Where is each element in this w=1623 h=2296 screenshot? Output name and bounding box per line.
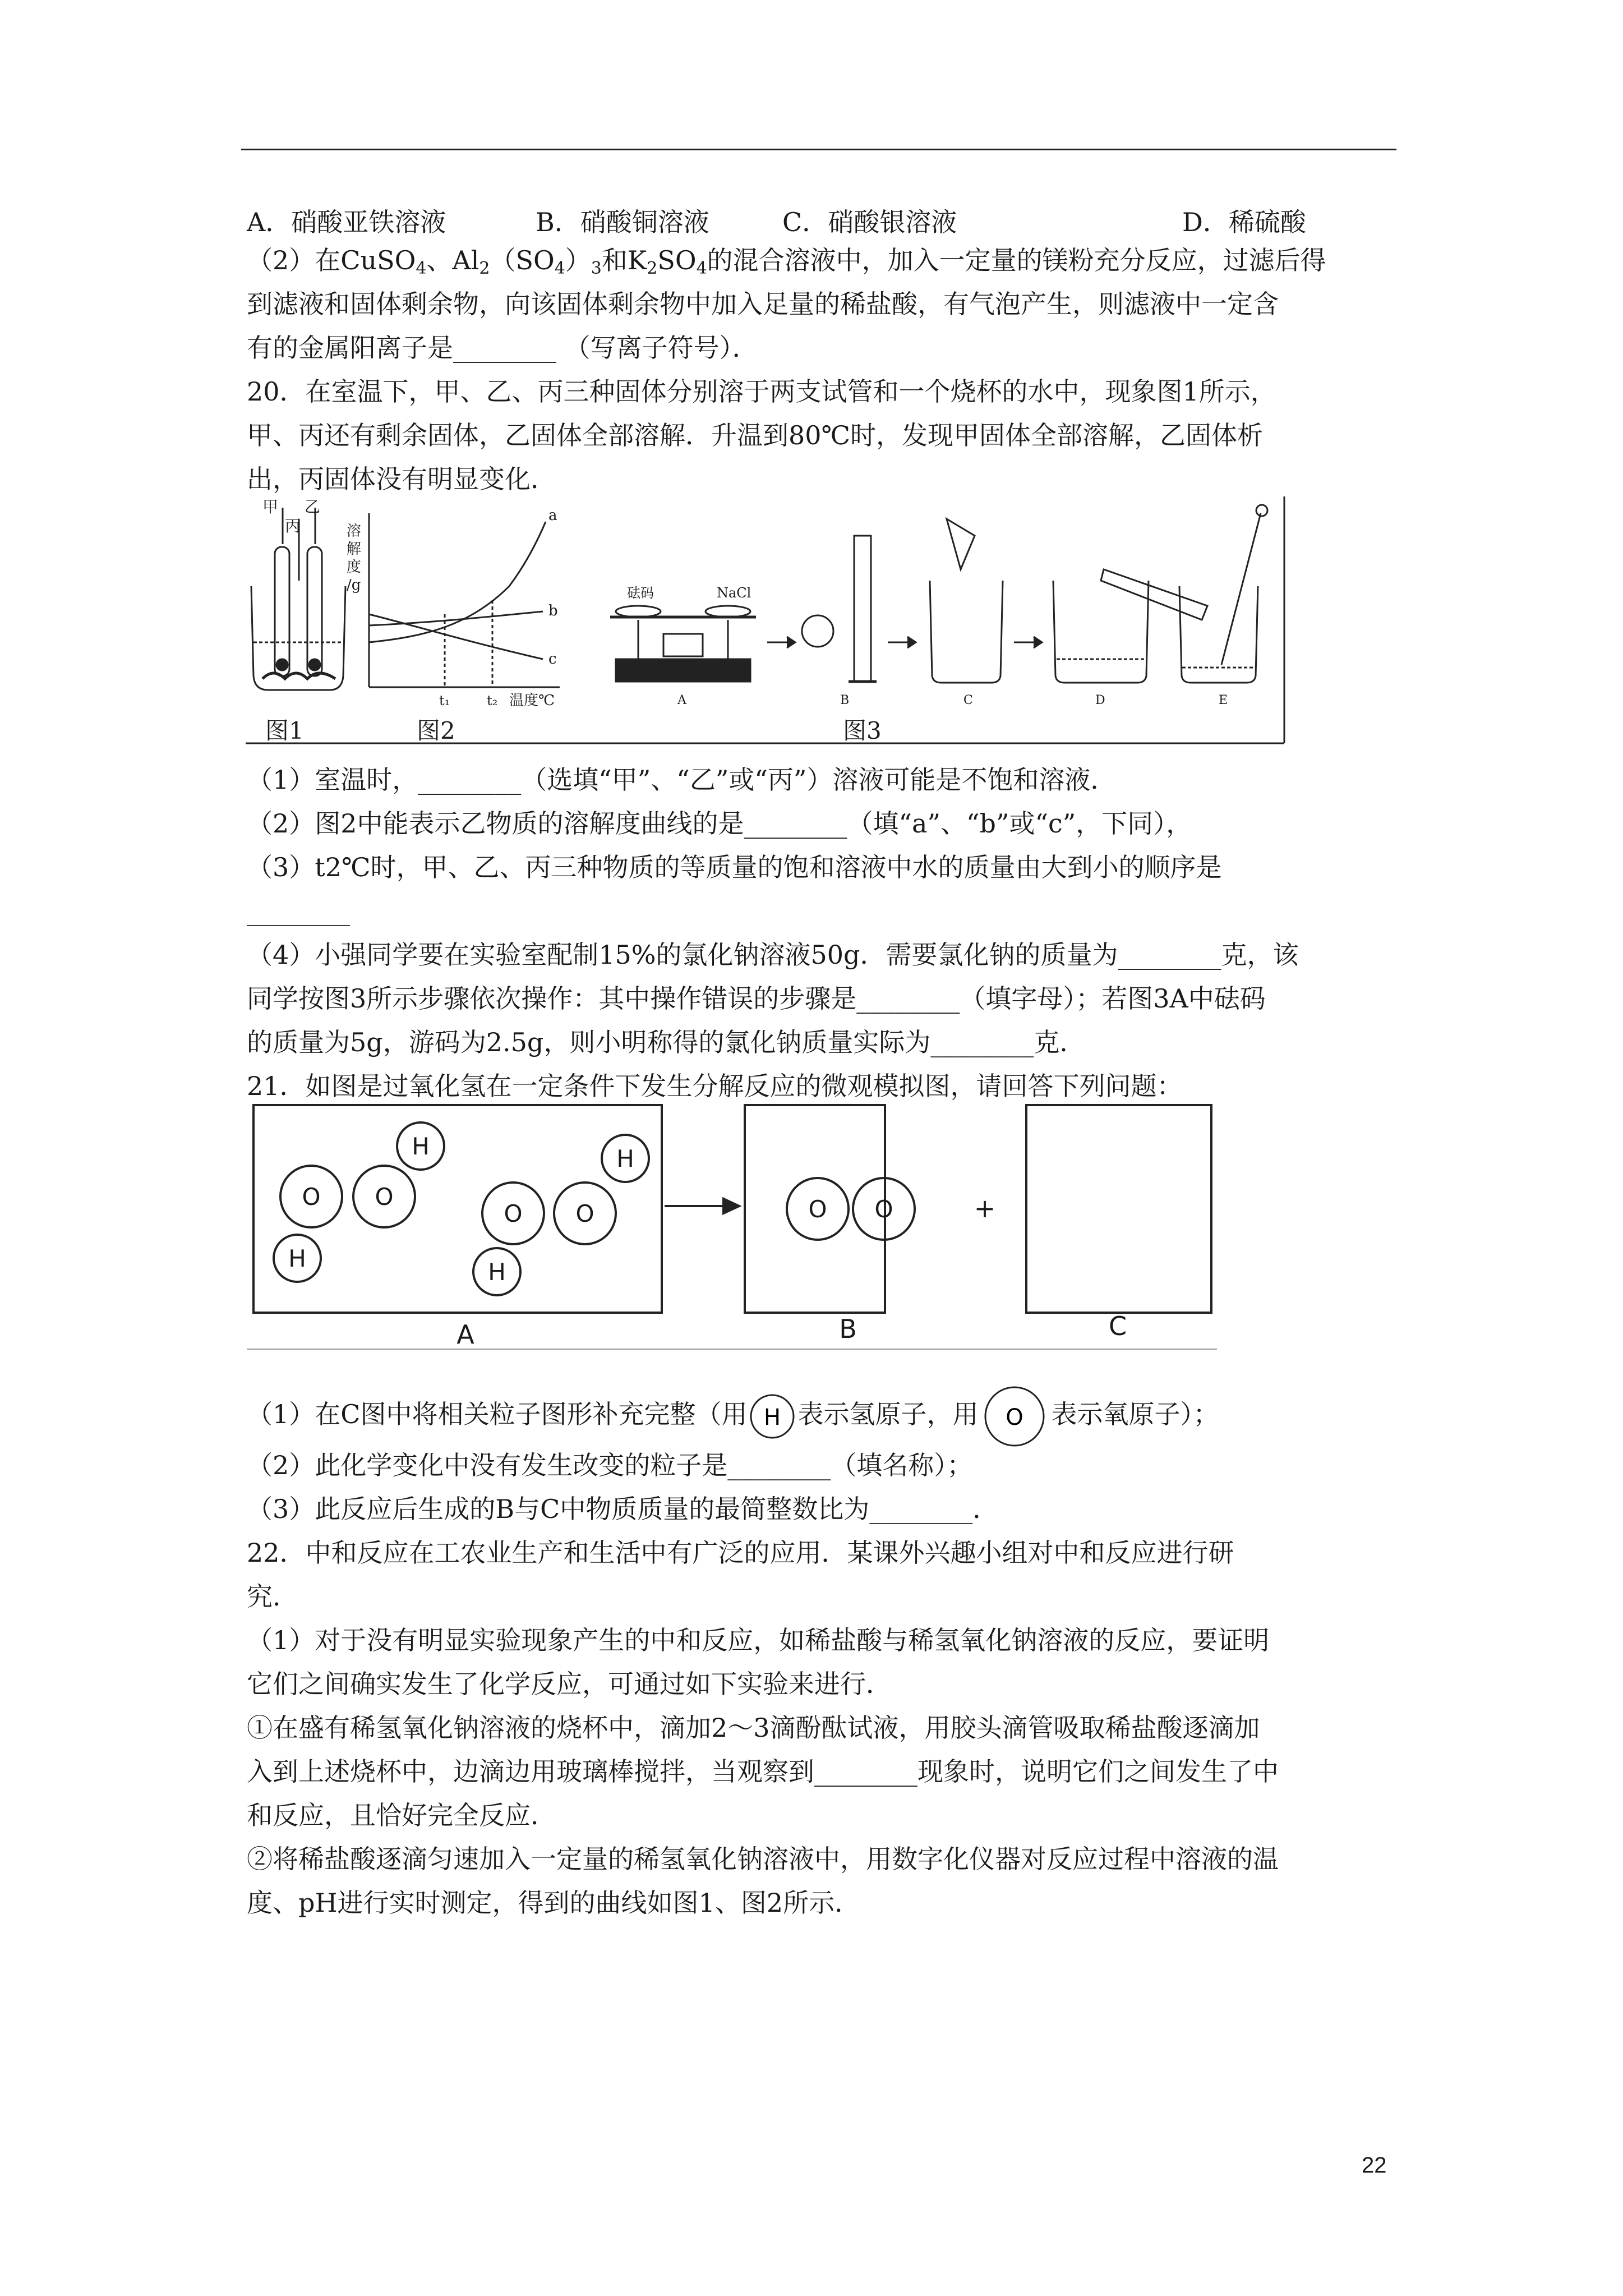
step-c: C (963, 693, 973, 707)
option-d: D．稀硫酸 (1182, 207, 1306, 237)
ylabel-1: 溶 (347, 523, 362, 540)
q20-line1: 20．在室温下，甲、乙、丙三种固体分别溶于两支试管和一个烧杯的水中，现象图1所示， (247, 376, 1276, 407)
step-b: B (840, 693, 850, 707)
atom-h-3: H (616, 1145, 634, 1172)
option-a: A．硝酸亚铁溶液 (247, 207, 446, 237)
q22-line7: 和反应，且恰好完全反应． (247, 1800, 556, 1830)
q22-line4: 它们之间确实发生了化学反应，可通过如下实验来进行． (247, 1669, 892, 1699)
tube-label-bing: 丙 (285, 517, 301, 535)
q21-q2: （2）此化学变化中没有发生改变的粒子是________（填名称）； (247, 1450, 973, 1480)
q21-q1: （1）在C图中将相关粒子图形补充完整（用 H 表示氢原子，用 O 表示氧原子）； (247, 1386, 1219, 1447)
q20-q4-line1: （4）小强同学要在实验室配制15%的氯化钠溶液50g．需要氯化钠的质量为________克，该 (247, 940, 1299, 970)
q22-line5: ①在盛有稀氢氧化钠溶液的烧杯中，滴加2～3滴酚酞试液，用胶头滴管吸取稀盐酸逐滴加 (247, 1713, 1260, 1743)
q22-line8: ②将稀盐酸逐滴匀速加入一定量的稀氢氧化钠溶液中，用数字化仪器对反应过程中溶液的温 (247, 1844, 1279, 1874)
step-a: A (677, 693, 686, 707)
curve-a-label: a (548, 507, 557, 524)
q22-line6: 入到上述烧杯中，边滴边用玻璃棒搅拌，当观察到________现象时，说明它们之间发生了中 (247, 1756, 1279, 1787)
step-d: D (1095, 693, 1105, 707)
hydrogen-atom-icon (747, 1391, 797, 1442)
xlabel: 温度℃ (509, 692, 555, 709)
fig1-caption: 图1 (265, 717, 304, 744)
q20-q3: （3）t2℃时，甲、乙、丙三种物质的等质量的饱和溶液中水的质量由大到小的顺序是 (247, 852, 1222, 882)
atom-h-2: H (288, 1245, 306, 1272)
q22-line9: 度、pH进行实时测定，得到的曲线如图1、图2所示． (247, 1888, 861, 1918)
option-b: B．硝酸铜溶液 (536, 207, 709, 237)
nacl-label: NaCl (717, 585, 751, 601)
ylabel-2: 解 (347, 541, 362, 558)
fig3-caption: 图3 (843, 717, 882, 744)
weight-label: 砝码 (627, 585, 654, 601)
option-c: C．硝酸银溶液 (782, 207, 957, 237)
q19-2-line3: 有的金属阳离子是________ （写离子符号）． (247, 333, 758, 363)
q20-line3: 出，丙固体没有明显变化． (247, 464, 556, 494)
q22-line1: 22．中和反应在工农业生产和生活中有广泛的应用．某课外兴趣小组对中和反应进行研 (247, 1538, 1234, 1568)
atom-o-b2: O (874, 1195, 893, 1223)
box-label-c: C (1108, 1311, 1127, 1341)
atom-o-2: O (375, 1183, 394, 1211)
tube-label-jia: 甲 (262, 498, 279, 516)
box-label-b: B (839, 1314, 857, 1344)
tube-label-yi: 乙 (305, 498, 321, 516)
q19-2-line1: （2）在CuSO$_4$、$Al_2(SO_4)_3$和$K_2SO_4$的混合溶液中，加入一定量的镁粉充分反应，过滤后得 (247, 245, 1326, 278)
curve-c-label: c (548, 651, 557, 668)
q19-2-line2: 到滤液和固体剩余物，向该固体剩余物中加入足量的稀盐酸，有气泡产生，则滤液中一定含 (247, 289, 1279, 319)
molecule-diagram (247, 1102, 1223, 1360)
fig2-caption: 图2 (417, 717, 455, 744)
q22-line3: （1）对于没有明显实验现象产生的中和反应，如稀盐酸与稀氢氧化钠溶液的反应，要证明 (247, 1625, 1270, 1655)
header-rule (241, 149, 1396, 150)
box-label-a: A (457, 1319, 474, 1350)
page-number: 22 (1362, 2153, 1387, 2178)
q20-q4-line3: 的质量为5g，游码为2.5g，则小明称得的氯化钠质量实际为________克． (247, 1027, 1086, 1057)
q21-q3: （3）此反应后生成的B与C中物质质量的最简整数比为________． (247, 1494, 999, 1524)
step-e: E (1219, 693, 1228, 707)
q20-q3-blank: ________ (247, 896, 350, 926)
svg-text:O: O (1006, 1405, 1024, 1430)
q20-q4-line2: 同学按图3所示步骤依次操作：其中操作错误的步骤是________（填字母）；若图3A中砝码 (247, 983, 1266, 1014)
tick-t1: t₁ (439, 693, 450, 708)
q20-q2: （2）图2中能表示乙物质的溶解度曲线的是________（填“a”、“b”或“c”，下同）， (247, 808, 1192, 839)
q20-q1: （1）室温时，________（选填“甲”、“乙”或“丙”）溶液可能是不饱和溶液． (247, 765, 1117, 795)
plus-sign: + (974, 1193, 996, 1223)
svg-text:H: H (764, 1405, 781, 1430)
experiment-steps (610, 505, 1267, 683)
tick-t2: t₂ (487, 693, 498, 708)
q20-figure (246, 496, 1289, 749)
oxygen-atom-icon (978, 1386, 1051, 1447)
atom-o-3: O (504, 1200, 523, 1227)
solubility-graph (369, 513, 560, 687)
ylabel-4: /g (347, 577, 361, 593)
atom-h-4: H (488, 1258, 506, 1286)
atom-h-1: H (412, 1133, 430, 1160)
atom-o-b1: O (808, 1195, 827, 1223)
ylabel-3: 度 (347, 559, 362, 576)
q20-line2: 甲、丙还有剩余固体，乙固体全部溶解．升温到80℃时，发现甲固体全部溶解，乙固体析 (247, 420, 1263, 450)
q22-line2: 究． (247, 1581, 298, 1612)
atom-o-4: O (575, 1200, 594, 1227)
atom-o-1: O (302, 1183, 321, 1211)
q21-line1: 21．如图是过氧化氢在一定条件下发生分解反应的微观模拟图，请回答下列问题： (247, 1071, 1183, 1101)
curve-b-label: b (548, 602, 558, 619)
